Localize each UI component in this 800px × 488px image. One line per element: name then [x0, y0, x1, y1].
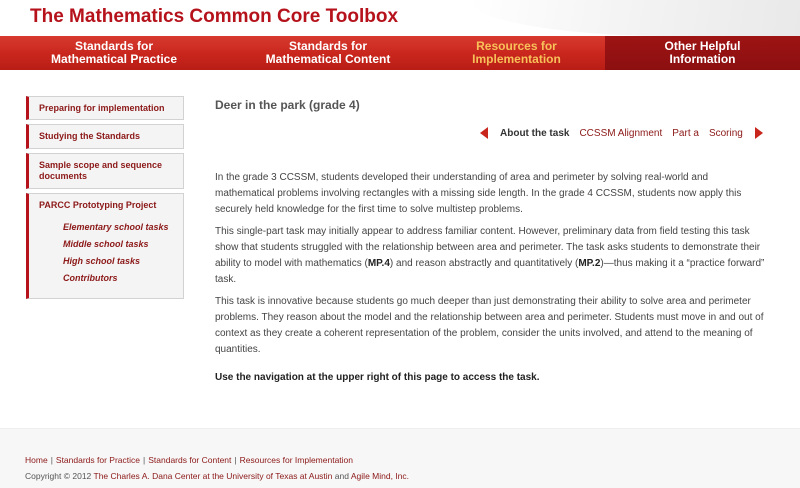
- sidebar-item-label[interactable]: PARCC Prototyping Project: [39, 200, 157, 210]
- sidebar-item-scope-sequence[interactable]: [26, 153, 184, 189]
- footer-links: [25, 455, 353, 465]
- text-span: This single-part task may initially appear to address familiar content. However, preliminary data from field testing this task show that students struggled with the relationship between area and perimeter. The task asks students to demonstrate their ability to model with mathematics (: [215, 226, 761, 269]
- paragraph-innovative: This task is innovative because students go much deeper than just demonstrating their ability to solve area and perimeter problems. They reason about the model and the relationship between area and perimeter. Students must move in and out of context as they create a coherent representation of the problem, consider the units involved, and attend to the meaning of quantities.: [215, 296, 764, 355]
- nav-label: Resources for Implementation: [472, 39, 561, 66]
- separator: |: [50, 455, 53, 465]
- nav-label: Other Helpful Information: [664, 39, 741, 66]
- task-nav: [480, 126, 763, 140]
- footer-link-home[interactable]: Home: [25, 455, 48, 465]
- sidebar-subitem-middle[interactable]: Middle school tasks: [63, 239, 149, 249]
- sidebar-item-preparing[interactable]: [26, 96, 184, 120]
- footer-link-resources[interactable]: Resources for Implementation: [239, 455, 354, 465]
- tab-ccssm-alignment[interactable]: CCSSM Alignment: [579, 127, 663, 139]
- sidebar-item-label: Sample scope and sequence documents: [39, 160, 163, 181]
- sidebar: [26, 96, 184, 303]
- separator: |: [234, 455, 237, 465]
- footer: [0, 428, 800, 488]
- page-title: Deer in the park (grade 4): [215, 98, 360, 112]
- sidebar-subitem-high[interactable]: High school tasks: [63, 256, 141, 266]
- mp4-reference: MP.4: [367, 258, 390, 269]
- main-nav: [0, 36, 800, 70]
- sidebar-subitem-contributors[interactable]: Contributors: [63, 273, 118, 283]
- sidebar-subnav: [39, 221, 175, 289]
- previous-arrow-icon[interactable]: [480, 127, 488, 139]
- nav-standards-content[interactable]: [228, 36, 428, 70]
- paragraph-intro: In the grade 3 CCSSM, students developed their understanding of area and perimeter by solving real-world and mathematical problems involving rectangles with a missing side length. In the grade 4 CCSSM, students now apply this securely held knowledge for the first time to solve multistep problems.: [215, 172, 742, 215]
- header-decoration: [470, 0, 800, 36]
- copyright: [25, 471, 409, 481]
- nav-label: Standards for Mathematical Content: [265, 39, 391, 66]
- nav-standards-practice[interactable]: [0, 36, 228, 70]
- footer-link-practice[interactable]: Standards for Practice: [55, 455, 141, 465]
- dana-center-link[interactable]: The Charles A. Dana Center at the University of Texas at Austin: [93, 471, 333, 481]
- main-content: [215, 170, 770, 392]
- tab-about-task[interactable]: About the task: [500, 127, 570, 139]
- paragraph-task: [215, 224, 770, 288]
- mp2-reference: MP.2: [578, 258, 601, 269]
- nav-resources-implementation[interactable]: [428, 36, 605, 70]
- nav-label: Standards for Mathematical Practice: [50, 39, 178, 66]
- sidebar-item-label: Studying the Standards: [39, 131, 141, 141]
- copyright-and: and: [334, 471, 349, 481]
- tab-part-a[interactable]: Part a: [672, 127, 699, 139]
- copyright-prefix: Copyright © 2012: [25, 471, 92, 481]
- paragraph-navigation-hint: Use the navigation at the upper right of this page to access the task.: [215, 372, 540, 383]
- header: [0, 0, 800, 36]
- text-span: )—thus making it a “practice forward” task.: [215, 258, 765, 285]
- sidebar-item-parcc: [26, 193, 184, 299]
- sidebar-item-label: Preparing for implementation: [39, 103, 165, 113]
- next-arrow-icon[interactable]: [755, 127, 763, 139]
- agile-mind-link[interactable]: Agile Mind, Inc.: [350, 471, 410, 481]
- separator: |: [143, 455, 146, 465]
- nav-other-information[interactable]: [605, 36, 800, 70]
- sidebar-item-studying[interactable]: [26, 124, 184, 149]
- sidebar-subitem-elementary[interactable]: Elementary school tasks: [63, 222, 169, 232]
- footer-link-content[interactable]: Standards for Content: [148, 455, 232, 465]
- tab-scoring[interactable]: Scoring: [708, 127, 743, 139]
- site-title[interactable]: The Mathematics Common Core Toolbox: [30, 6, 399, 27]
- text-span: ) and reason abstractly and quantitatively (: [389, 258, 579, 269]
